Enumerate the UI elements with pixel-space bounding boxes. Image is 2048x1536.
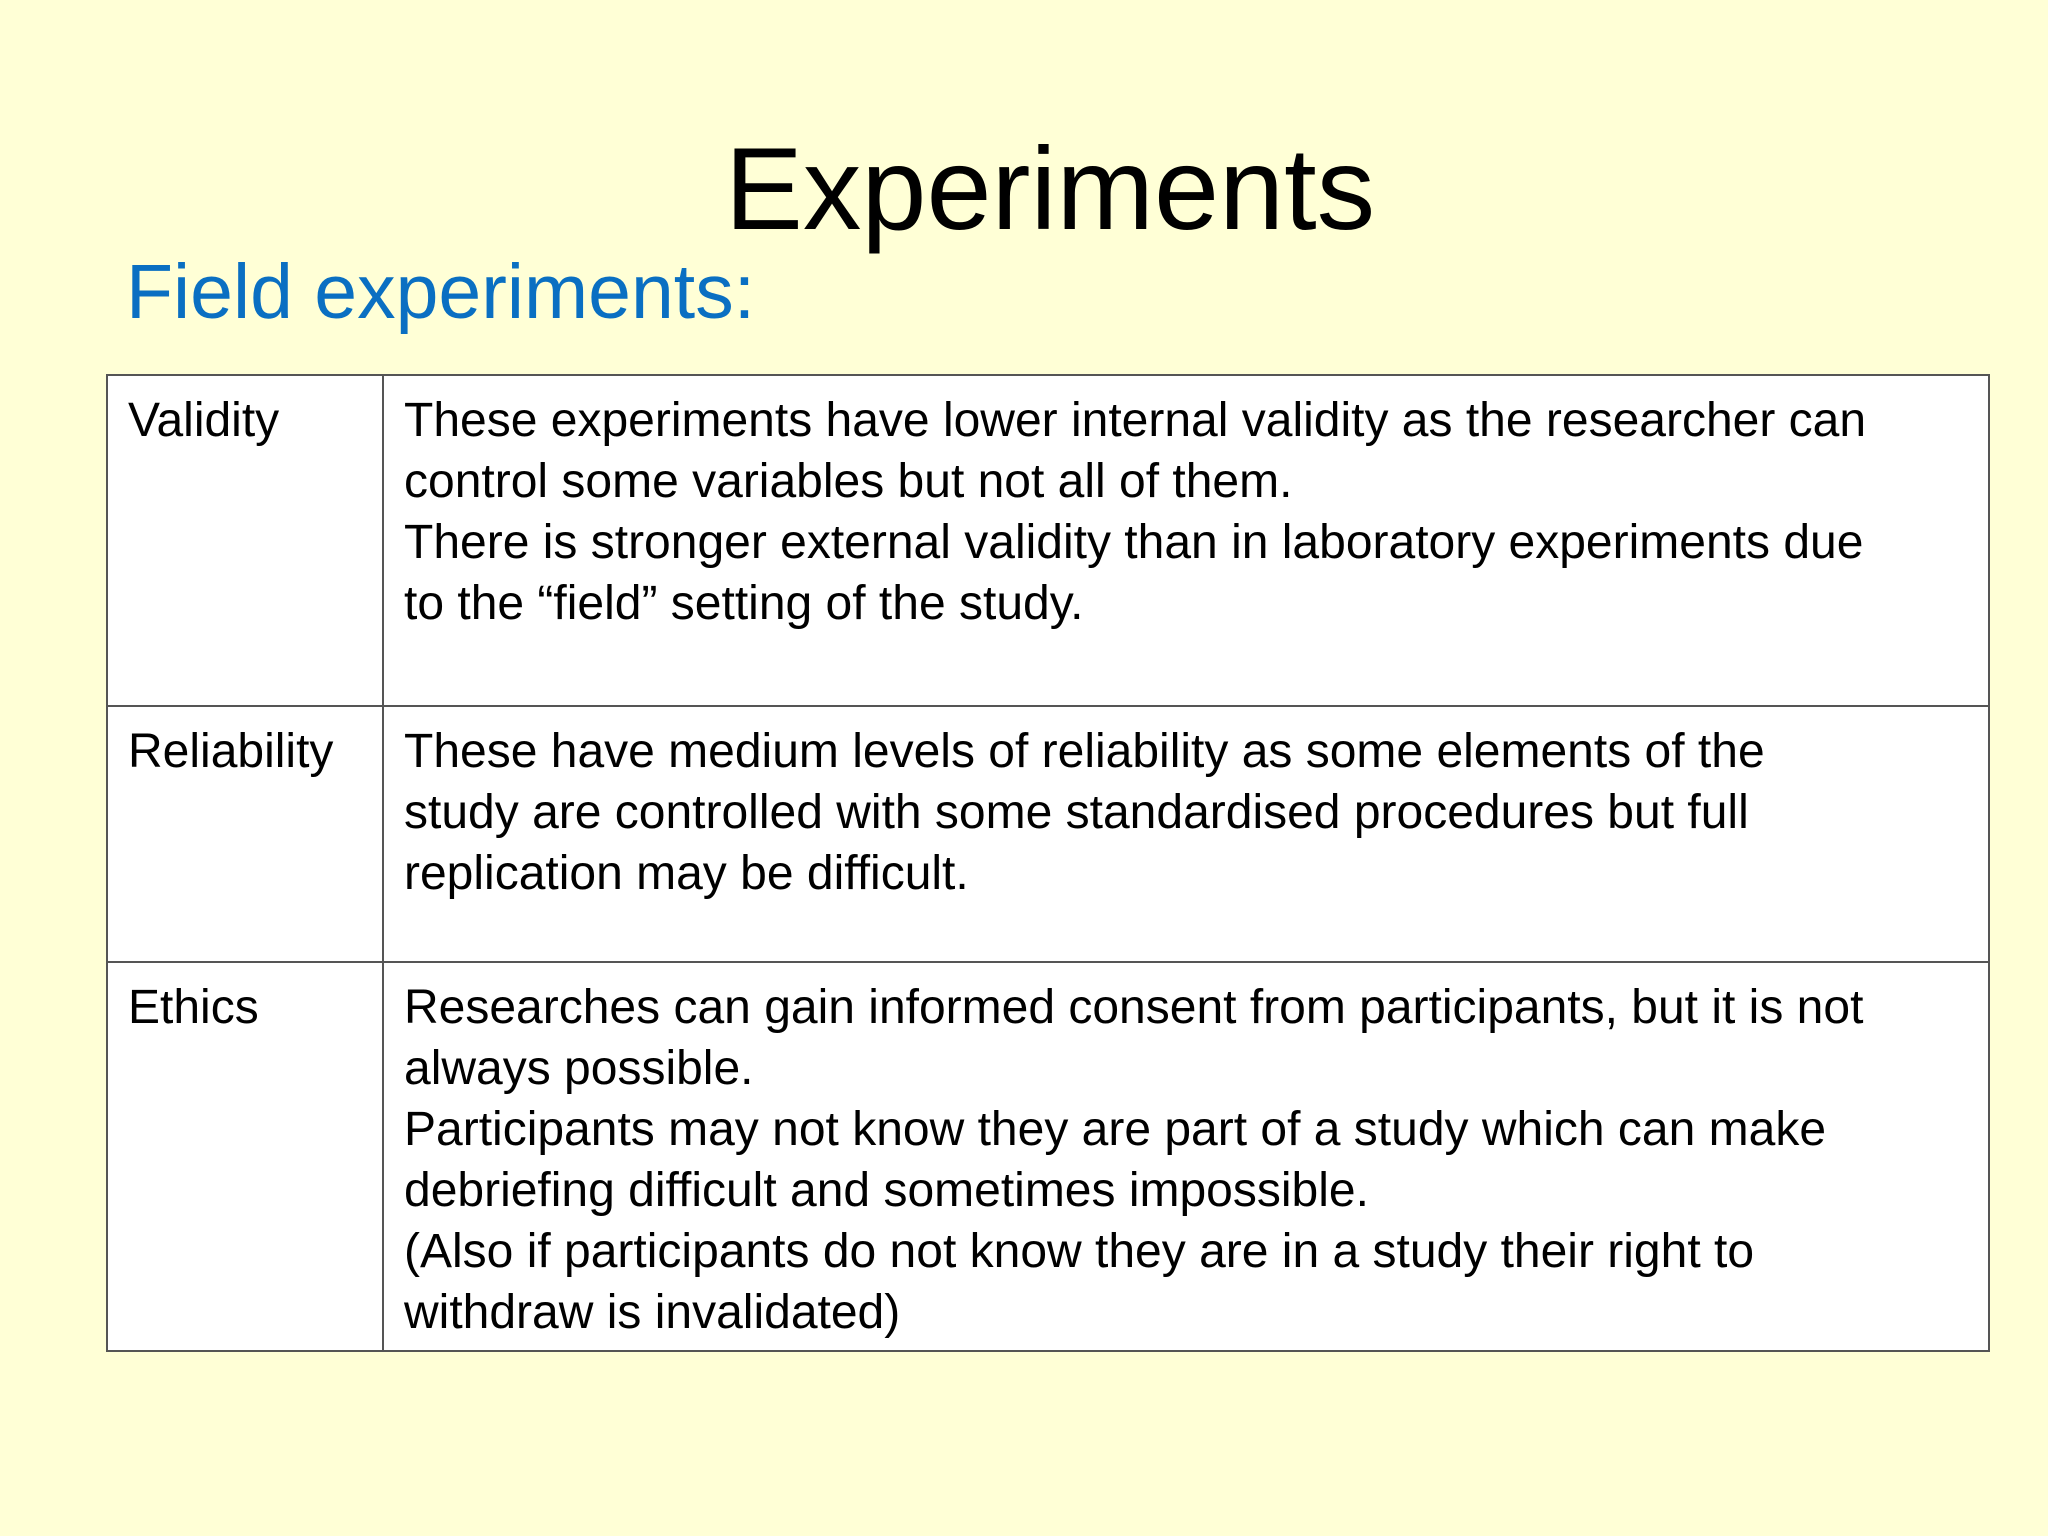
- description-line: always possible.: [404, 1042, 754, 1095]
- table-row-reliability: [107, 706, 1989, 962]
- description-line: These experiments have lower internal validity as the researcher can: [404, 394, 1867, 447]
- row-description-ethics: [383, 962, 1989, 1351]
- description-line: Participants may not know they are part of a study which can make: [404, 1103, 1827, 1156]
- description-line: debriefing difficult and sometimes impossible.: [404, 1164, 1369, 1217]
- row-label-validity: Validity: [107, 375, 383, 706]
- description-line: There is stronger external validity than in laboratory experiments due: [404, 516, 1864, 569]
- row-description-reliability: [383, 706, 1989, 962]
- description-line: withdraw is invalidated): [404, 1286, 901, 1339]
- description-line: replication may be difficult.: [404, 847, 969, 900]
- description-line: control some variables but not all of them.: [404, 455, 1293, 508]
- row-description-validity: [383, 375, 1989, 706]
- description-line: study are controlled with some standardised procedures but full: [404, 786, 1749, 839]
- table-row-validity: [107, 375, 1989, 706]
- table-row-ethics: [107, 962, 1989, 1351]
- row-label-ethics: Ethics: [107, 962, 383, 1351]
- evaluation-table: [106, 374, 1990, 1352]
- slide-title: Experiments: [724, 123, 1376, 254]
- description-line: (Also if participants do not know they are in a study their right to: [404, 1225, 1755, 1278]
- slide-subtitle: Field experiments:: [126, 249, 756, 335]
- row-label-reliability: Reliability: [107, 706, 383, 962]
- description-line: These have medium levels of reliability as some elements of the: [404, 725, 1765, 778]
- description-line: to the “field” setting of the study.: [404, 577, 1084, 630]
- description-line: Researches can gain informed consent from participants, but it is not: [404, 981, 1864, 1034]
